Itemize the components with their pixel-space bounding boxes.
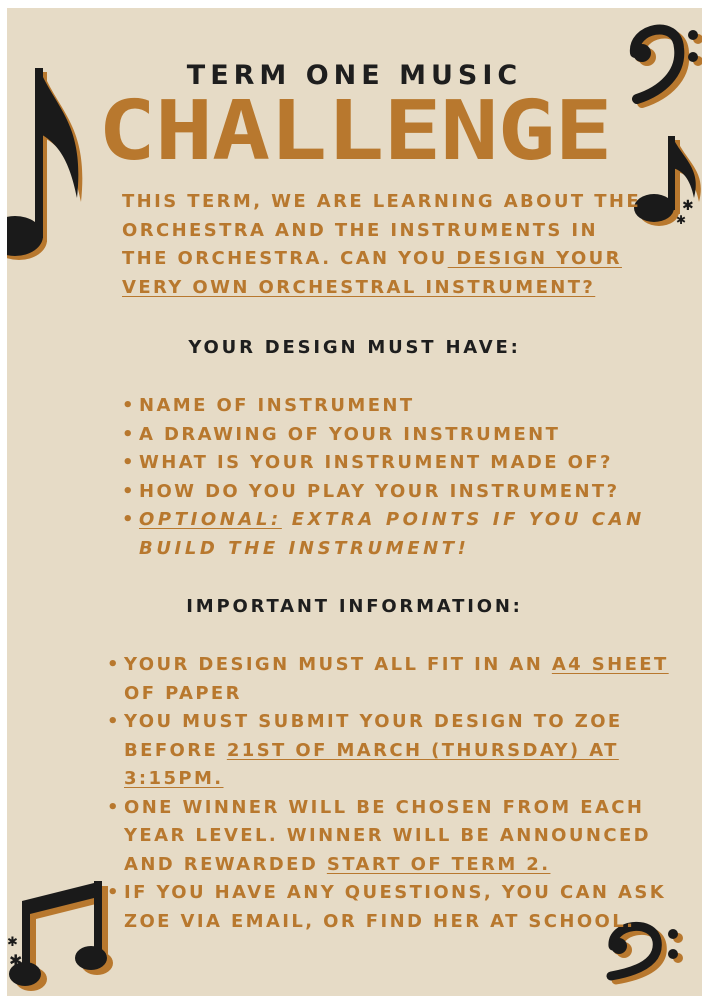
list-item: • WHAT IS YOUR INSTRUMENT MADE OF? — [122, 449, 682, 478]
list-item: • ONE WINNER WILL BE CHOSEN FROM EACH YEAR LEVEL. WINNER WILL BE ANNOUNCED AND REWARDED START OF TERM 2. — [107, 794, 687, 880]
list-item: • A DRAWING OF YOUR INSTRUMENT — [122, 421, 682, 450]
intro-text: THIS TERM, WE ARE LEARNING ABOUT THE ORCHESTRA AND THE INSTRUMENTS IN THE ORCHESTRA. CAN YOU DESIGN YOUR VERY OWN ORCHESTRAL INSTRUMENT? — [122, 191, 642, 298]
poster — [7, 8, 702, 996]
list-item: • NAME OF INSTRUMENT — [122, 392, 682, 421]
requirements-heading: YOUR DESIGN MUST HAVE: — [188, 337, 521, 358]
svg-text:✱: ✱ — [9, 951, 23, 970]
requirements-list — [122, 392, 682, 563]
poster-title: CHALLENGE — [97, 84, 612, 179]
poster-kicker: TERM ONE MUSIC — [186, 60, 523, 91]
list-item: • IF YOU HAVE ANY QUESTIONS, YOU CAN ASK ZOE VIA EMAIL, OR FIND HER AT SCHOOL. — [107, 879, 687, 936]
svg-text:✱: ✱ — [7, 935, 18, 950]
intro-emphasis: DESIGN YOUR VERY OWN ORCHESTRAL INSTRUMENT? — [122, 248, 622, 298]
info-heading: IMPORTANT INFORMATION: — [186, 596, 523, 617]
list-item: • YOUR DESIGN MUST ALL FIT IN AN A4 SHEET OF PAPER — [107, 651, 687, 708]
list-item: • HOW DO YOU PLAY YOUR INSTRUMENT? — [122, 478, 682, 507]
info-list — [107, 651, 687, 936]
list-item: • OPTIONAL: EXTRA POINTS IF YOU CAN BUILD THE INSTRUMENT! — [122, 506, 682, 563]
svg-text:✱: ✱ — [682, 198, 694, 214]
svg-text:✱: ✱ — [676, 213, 687, 227]
list-item: • YOU MUST SUBMIT YOUR DESIGN TO ZOE BEFORE 21ST OF MARCH (THURSDAY) AT 3:15PM. — [107, 708, 687, 794]
beamed-notes-icon — [7, 876, 122, 996]
optional-label: OPTIONAL: — [139, 509, 282, 530]
